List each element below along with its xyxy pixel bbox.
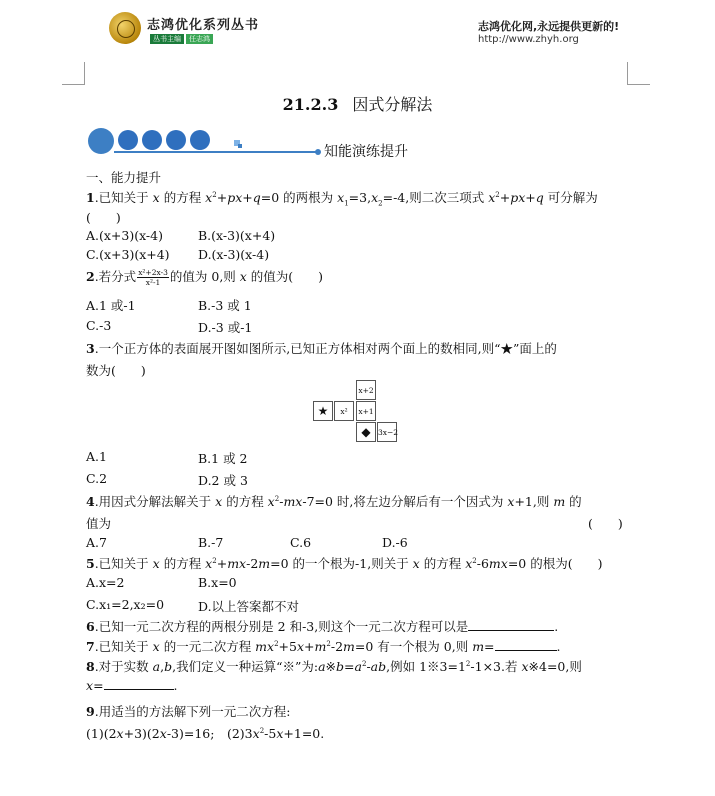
q3-option-d[interactable]: D.2 或 3 [198, 473, 248, 488]
q4-option-d[interactable]: D.-6 [382, 535, 408, 550]
section-banner [86, 122, 426, 162]
net-cell-diamond: ◆ [356, 422, 376, 442]
q1-stem: 1.已知关于 x 的方程 $x^2+px+q=0$ 的两根为 $x_1=3,x_2=-4$,则二次三项式 $x^2+px+q$ 可分解为 [86, 190, 598, 208]
q5-option-a[interactable]: A.x=2 [86, 575, 125, 590]
banner-line-end [315, 149, 321, 155]
q2-option-a[interactable]: A.1 或-1 [86, 298, 136, 313]
publisher-logo-icon [109, 12, 141, 44]
series-title: 志鸿优化系列丛书 [147, 18, 260, 33]
net-cell-x2: x² [334, 401, 354, 421]
q3-option-b[interactable]: B.1 或 2 [198, 451, 248, 466]
editor-label: 丛书主编 [150, 34, 184, 44]
header-website: http://www.zhyh.org [478, 34, 579, 45]
q2-stem: 2.若分式 $\frac{\text{x²+2x-3}}{\text{x²-1}}$ 的值为 0,则 x 的值为( ) [86, 268, 324, 287]
q3-stem-line2: 数为( ) [86, 363, 146, 378]
q8-answer-line: x= . [86, 678, 178, 693]
banner-dot [118, 130, 138, 150]
net-cell-xplus1: x+1 [356, 401, 376, 421]
q3-stem-line1: 3.一个正方体的表面展开图如图所示,已知正方体相对两个面上的数相同,则“★”面上的 [86, 341, 557, 356]
editor-row [150, 34, 213, 44]
q3-option-c[interactable]: C.2 [86, 471, 108, 486]
banner-line [114, 151, 318, 153]
section-number: 21.2.3 [282, 95, 339, 114]
q7-stem: 7.已知关于 x 的一元二次方程 $mx^2+5x+m^2-2m=0$ 有一个根为 0,则 m= . [86, 639, 561, 654]
banner-square [238, 144, 242, 148]
crop-mark-right [627, 62, 650, 85]
q9-stem: 9.用适当的方法解下列一元二次方程: [86, 704, 291, 719]
q6-answer-blank[interactable] [468, 619, 554, 631]
q2-fraction: $\frac{\text{x²+2x-3}}{\text{x²-1}}$ [138, 268, 168, 287]
q8-stem: 8.对于实数 a,b,我们定义一种运算“※”为$:a※b=a^2-ab$,例如 $1※3=1^2-1\times 3$.若 x※4=0,则 [86, 659, 582, 674]
net-cell-3x-minus2: 3x−2 [377, 422, 397, 442]
header-slogan: 志鸿优化网,永远提供更新的! [478, 20, 620, 33]
q7-answer-blank[interactable] [495, 639, 557, 651]
banner-label: 知能演练提升 [324, 144, 408, 160]
net-cell-xplus2: x+2 [356, 380, 376, 400]
q4-paren: ( ) [588, 516, 623, 531]
q4-stem-line2: 值为 [86, 516, 112, 531]
banner-dot [190, 130, 210, 150]
q2-option-b[interactable]: B.-3 或 1 [198, 298, 252, 313]
banner-dot [166, 130, 186, 150]
q5-stem: 5.已知关于 x 的方程 $x^2+mx-2m=0$ 的一个根为-1,则关于 x 的方程 $x^2-6mx=0$ 的根为( ) [86, 556, 603, 571]
part-heading: 一、能力提升 [86, 170, 162, 185]
crop-mark-left [62, 62, 85, 85]
q4-option-c[interactable]: C.6 [290, 535, 312, 550]
q1-option-d[interactable]: D.(x-3)(x-4) [198, 247, 270, 262]
section-name: 因式分解法 [352, 95, 433, 114]
editor-name: 任志鸿 [186, 34, 213, 44]
q4-stem: 4.用因式分解法解关于 x 的方程 $x^2-mx-7=0$ 时,将左边分解后有一个因式为 x+1,则 m 的 [86, 494, 582, 509]
q1-option-c[interactable]: C.(x+3)(x+4) [86, 247, 170, 262]
q2-option-d[interactable]: D.-3 或-1 [198, 320, 253, 335]
q1-option-b[interactable]: B.(x-3)(x+4) [198, 228, 276, 243]
q8-answer-blank[interactable] [104, 678, 174, 690]
banner-dot [142, 130, 162, 150]
q9-equations: (1)(2x+3)(2x-3)=16; $(2)3x^2-5x+1=0$. [86, 726, 325, 741]
section-title [0, 92, 715, 115]
q4-option-b[interactable]: B.-7 [198, 535, 224, 550]
net-cell-star: ★ [313, 401, 333, 421]
q4-option-a[interactable]: A.7 [86, 535, 107, 550]
q5-option-c[interactable]: C.x₁=2,x₂=0 [86, 597, 165, 612]
q6-stem: 6.已知一元二次方程的两根分别是 2 和-3,则这个一元二次方程可以是 . [86, 619, 559, 634]
page-header [0, 0, 715, 58]
q5-option-b[interactable]: B.x=0 [198, 575, 237, 590]
q3-option-a[interactable]: A.1 [86, 449, 107, 464]
q2-option-c[interactable]: C.-3 [86, 318, 112, 333]
q5-option-d[interactable]: D.以上答案都不对 [198, 599, 300, 614]
q1-option-a[interactable]: A.(x+3)(x-4) [86, 228, 163, 243]
pen-icon [88, 128, 114, 154]
q1-paren: ( ) [86, 210, 121, 225]
